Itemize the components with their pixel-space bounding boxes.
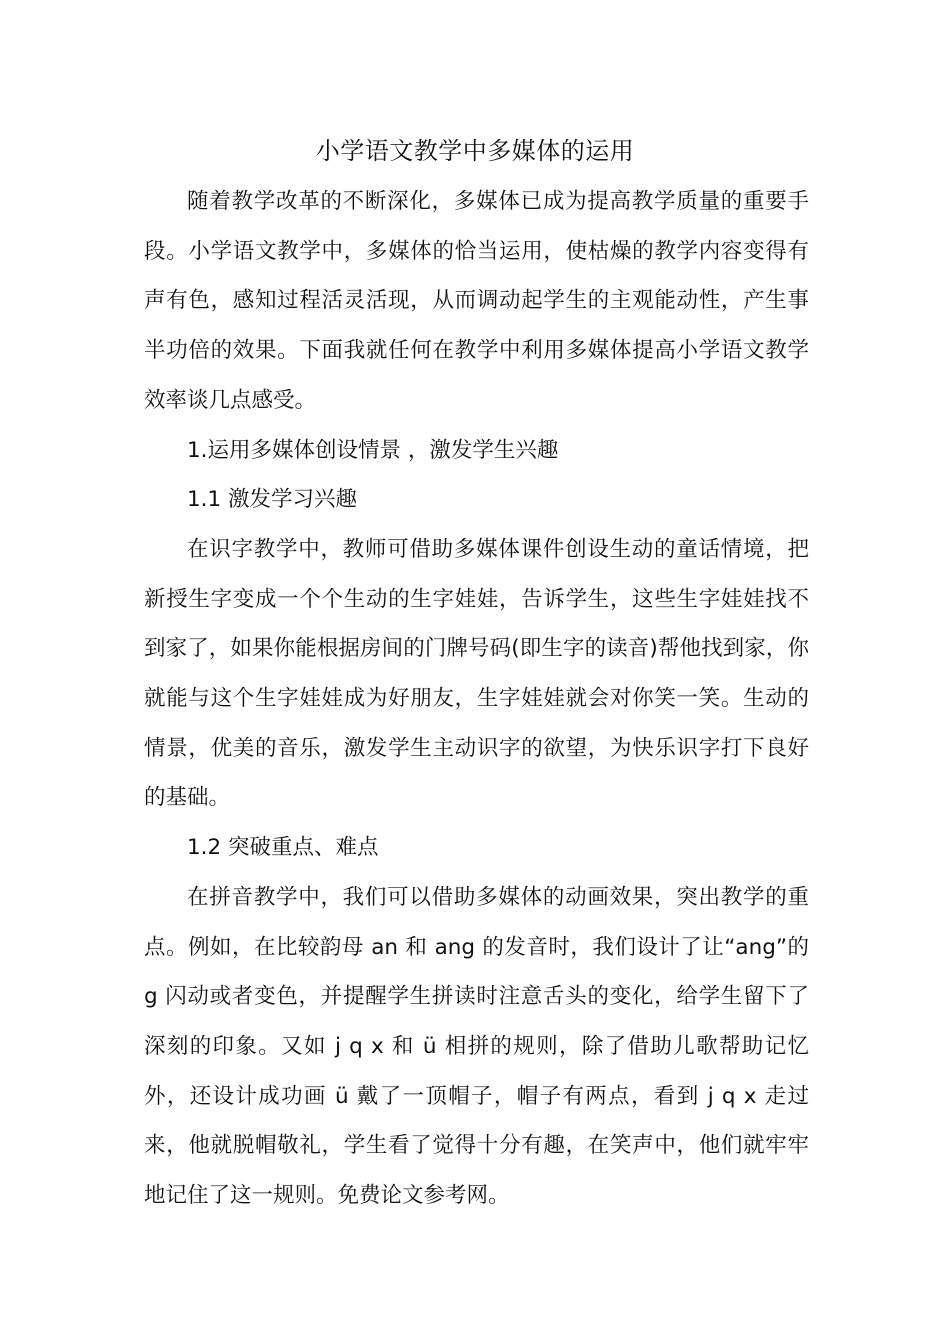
section-heading-1: 1.运用多媒体创设情景 ，激发学生兴趣: [187, 437, 559, 463]
subsection-heading-1-1: 1.1 激发学习兴趣: [187, 487, 358, 513]
document-title: 小学语文教学中多媒体的运用: [315, 137, 635, 165]
paragraph-intro: 随着教学改革的不断深化，多媒体已成为提高教学质量的重要手段。小学语文教学中，多媒体的恰当运用，使枯燥的教学内容变得有声有色，感知过程活灵活现，从而调动起学生的主观能动性，产生事半功倍的效果。下面我就任何在教学中利用多媒体提高小学语文教学效率谈几点感受。: [144, 189, 809, 413]
document-body: [144, 177, 809, 1221]
paragraph-pinyin: 在拼音教学中，我们可以借助多媒体的动画效果，突出教学的重点。例如，在比较韵母 an 和 ang 的发音时，我们设计了让“ang”的 g 闪动或者变色，并提醒学生拼读时注意舌头的变化，给学生留下了深刻的印象。又如 j q x 和 ü 相拼的规则，除了借助儿歌帮助记忆外，还设计成功画 ü 戴了一顶帽子，帽子有两点，看到 j q x 走过来，他就脱帽敬礼，学生看了觉得十分有趣，在笑声中，他们就牢牢地记住了这一规则。免费论文参考网。: [144, 884, 809, 1209]
subsection-heading-1-2: 1.2 突破重点、难点: [187, 835, 379, 861]
paragraph-literacy: 在识字教学中，教师可借助多媒体课件创设生动的童话情境，把新授生字变成一个个生动的生字娃娃，告诉学生，这些生字娃娃找不到家了，如果你能根据房间的门牌号码(即生字的读音)帮他找到家，你就能与这个生字娃娃成为好朋友，生字娃娃就会对你笑一笑。生动的情景，优美的音乐，激发学生主动识字的欲望，为快乐识字打下良好的基础。: [144, 536, 809, 811]
